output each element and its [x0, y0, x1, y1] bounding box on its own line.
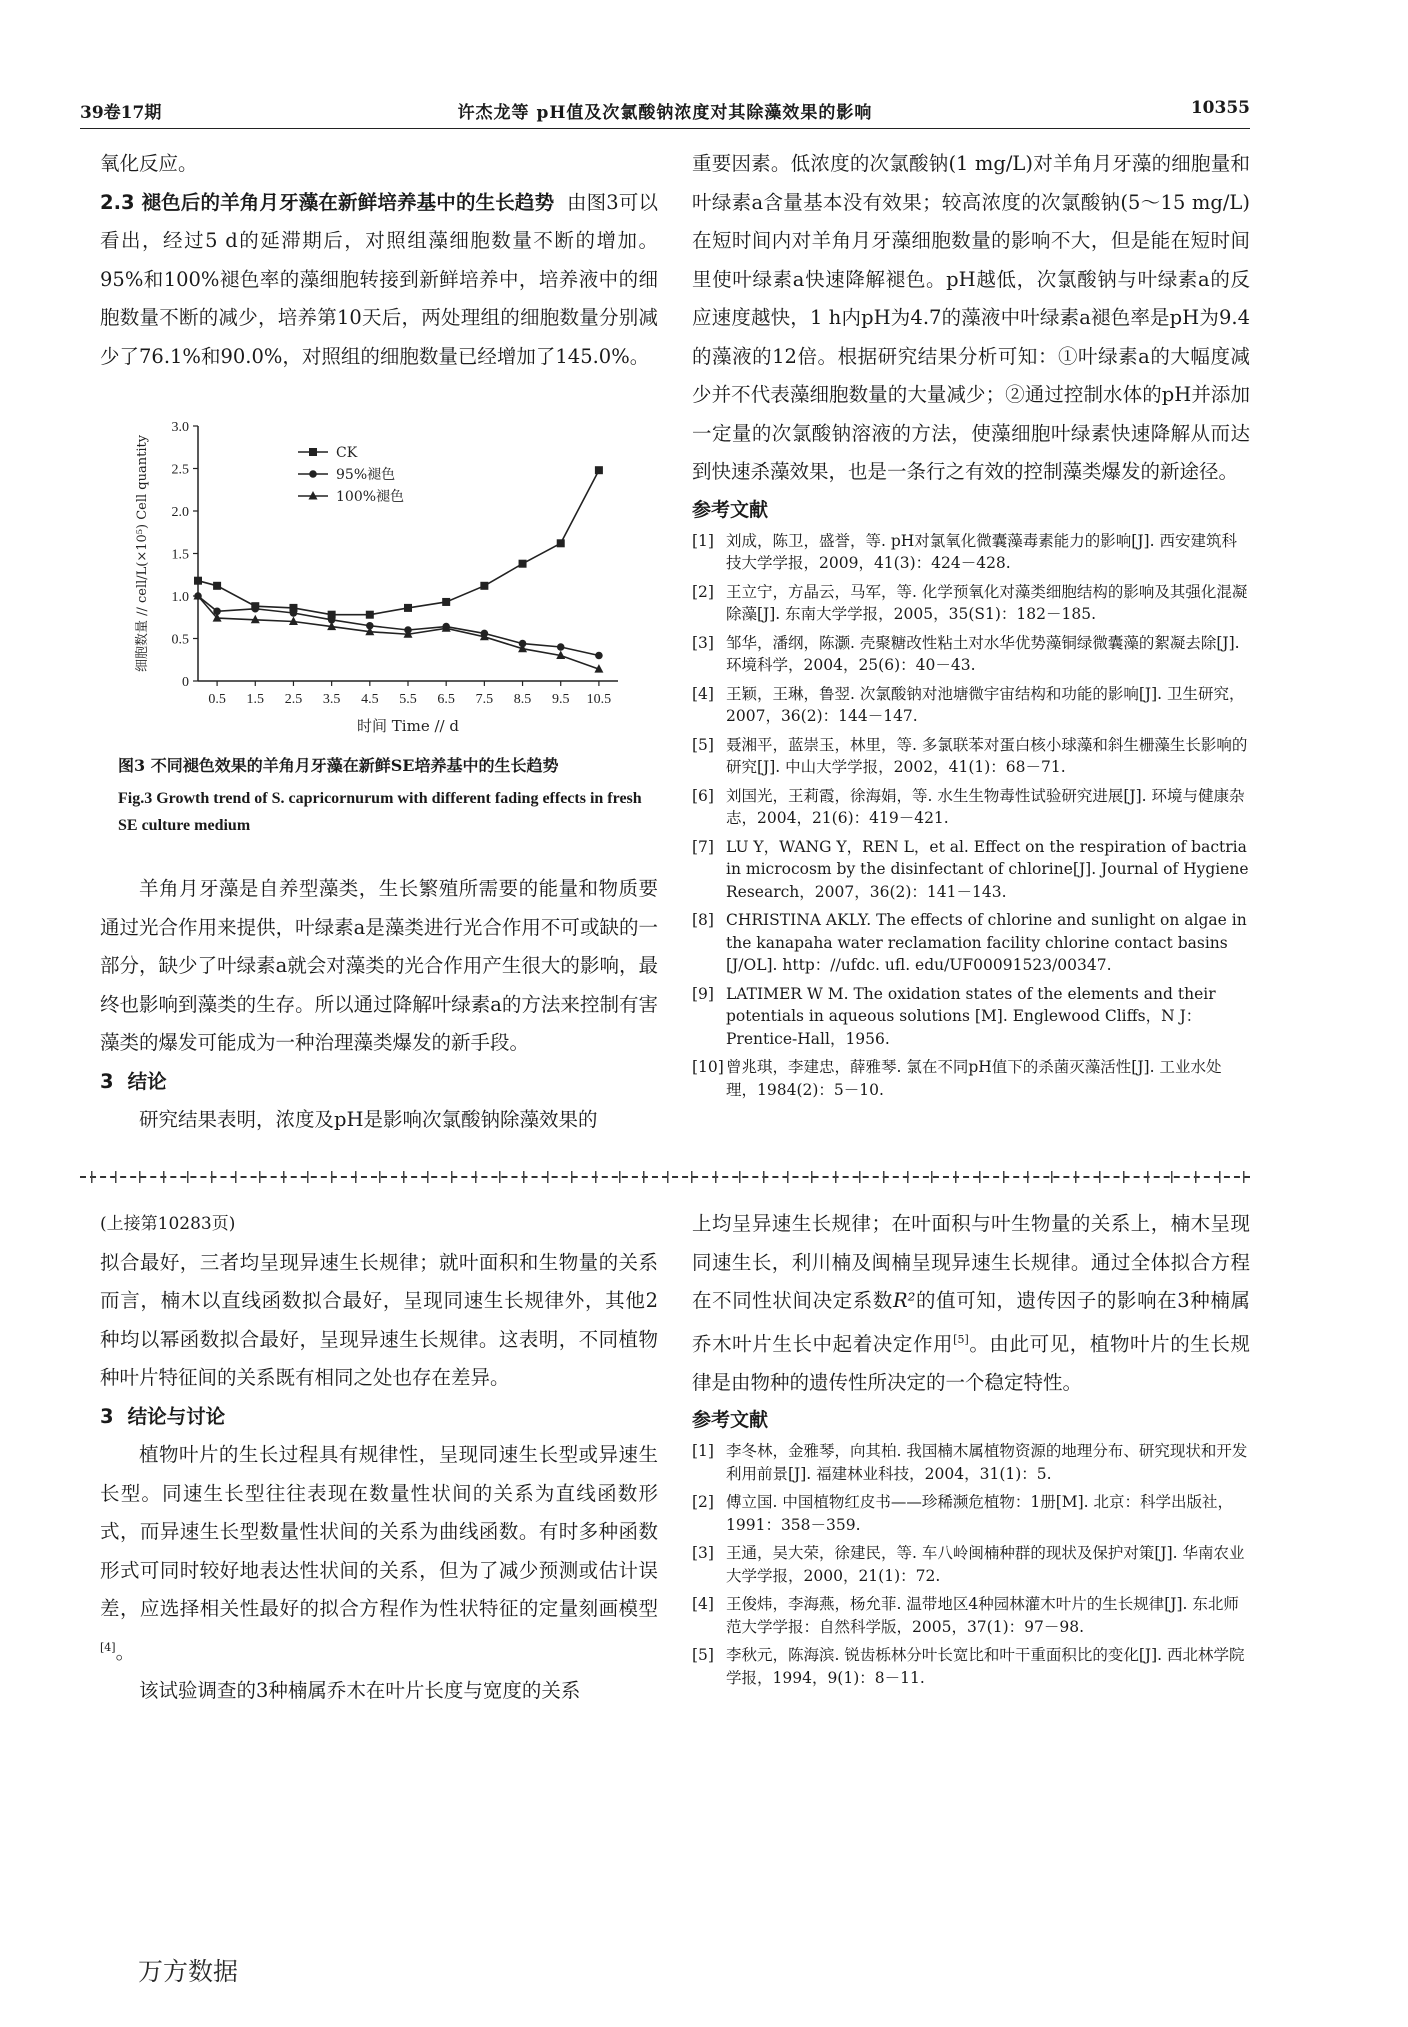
x-tick-label: 0.5 — [208, 692, 226, 707]
reference-item — [692, 1644, 1250, 1689]
reference-text: 刘成，陈卫，盛誉，等. pH对氯氧化微囊藻毒素能力的影响[J]. 西安建筑科技大学学报，2009，41(3)：424－428. — [726, 531, 1237, 572]
reference-item — [692, 1491, 1250, 1536]
x-tick-label: 10.5 — [586, 692, 612, 707]
section-3-heading: 3 结论与讨论 — [100, 1404, 226, 1428]
reference-item — [692, 785, 1250, 830]
legend-label: 100%褪色 — [336, 489, 405, 505]
reference-number: [5] — [692, 1646, 714, 1664]
reference-text: 曾兆琪，李建忠，薛雅琴. 氯在不同pH值下的杀菌灭藻活性[J]. 工业水处理，1984(2)：5－10. — [726, 1058, 1222, 1099]
reference-number: [8] — [692, 911, 714, 929]
reference-text: LU Y，WANG Y，REN L，et al. Effect on the respiration of bactria in microcosm by the disinfectant of chlorine[J]. Journal of Hygiene Research，2007，36(2)：141－143. — [726, 837, 1249, 901]
y-tick-label: 0 — [182, 675, 189, 690]
legend-marker — [309, 448, 317, 456]
reference-text: 王通，吴大荣，徐建民，等. 车八岭闽楠种群的现状及保护对策[J]. 华南农业大学学报，2000，21(1)：72. — [726, 1544, 1245, 1585]
page-number: 10355 — [1190, 98, 1250, 118]
reference-text: 李秋元，陈海滨. 锐齿栎林分叶长宽比和叶干重面积比的变化[J]. 西北林学院学报，1994，9(1)：8－11. — [726, 1646, 1245, 1687]
reference-number: [9] — [692, 984, 714, 1003]
upper-left-column — [100, 145, 658, 376]
reference-item — [692, 909, 1250, 977]
y-axis-label: 细胞数量 // cell/L(×10⁵) Cell quantity — [135, 434, 150, 673]
legend-label: CK — [336, 445, 358, 461]
reference-number: [4] — [692, 684, 714, 703]
data-point — [404, 604, 412, 612]
x-tick-label: 5.5 — [399, 692, 417, 707]
continued-from: (上接第10283页) — [100, 1214, 236, 1234]
x-tick-label: 6.5 — [437, 692, 455, 707]
figure-3-chart — [118, 418, 658, 738]
reference-item — [692, 734, 1250, 779]
section-body: 由图3可以看出，经过5 d的延滞期后，对照组藻细胞数量不断的增加。95%和100%褪色率的藻细胞转接到新鲜培养中，培养液中的细胞数量不断的减少，培养第10天后，两处理组的细胞数量分别减少了76.1%和90.0%，对照组的细胞数量已经增加了145.0%。 — [100, 190, 658, 368]
reference-item — [692, 632, 1250, 677]
reference-list — [692, 1440, 1250, 1689]
reference-number: [6] — [692, 786, 714, 805]
reference-text: 聂湘平，蓝崇玉，林里，等. 多氯联苯对蛋白核小球藻和斜生栅藻生长影响的研究[J]. 中山大学学报，2002，41(1)：68－71. — [726, 735, 1248, 776]
x-tick-label: 2.5 — [284, 692, 303, 707]
reference-item — [692, 836, 1250, 904]
header-rule — [80, 128, 1250, 129]
section-2-3 — [100, 184, 658, 377]
y-tick-label: 2.0 — [171, 505, 189, 520]
y-tick-label: 3.0 — [171, 420, 189, 435]
reference-text: 李冬林，金雅琴，向其柏. 我国楠木属植物资源的地理分布、研究现状和开发利用前景[J]. 福建林业科技，2004，31(1)：5. — [726, 1442, 1248, 1483]
legend-marker — [309, 470, 317, 478]
article-separator — [80, 1176, 1250, 1178]
y-tick-label: 0.5 — [171, 632, 189, 648]
reference-item — [692, 1542, 1250, 1587]
reference-text: LATIMER W M. The oxidation states of the elements and their potentials in aqueous solutions [M]. Englewood Cliffs，N J：Prentice-Hall，1956. — [726, 984, 1216, 1048]
lower-right-column — [692, 1205, 1250, 1695]
legend-label: 95%褪色 — [336, 467, 396, 483]
reference-item — [692, 1440, 1250, 1485]
x-tick-label: 7.5 — [475, 692, 494, 707]
x-tick-label: 8.5 — [513, 692, 532, 707]
running-head — [80, 98, 1250, 126]
data-point — [519, 560, 527, 568]
data-point — [595, 652, 603, 660]
reference-text: 傅立国. 中国植物红皮书——珍稀濒危植物：1册[M]. 北京：科学出版社，1991：358－359. — [726, 1493, 1234, 1534]
figure-caption-en: Fig.3 Growth trend of S. capricornurum with different fading effects in fresh SE culture medium — [118, 790, 642, 834]
reference-text: 王颖，王琳，鲁翌. 次氯酸钠对池塘微宇宙结构和功能的影响[J]. 卫生研究，2007，36(2)：144－147. — [726, 684, 1245, 725]
upper-right-column — [692, 145, 1250, 1107]
reference-number: [3] — [692, 633, 714, 652]
reference-text: 刘国光，王莉霞，徐海娟，等. 水生生物毒性试验研究进展[J]. 环境与健康杂志，2004，21(6)：419－421. — [726, 786, 1245, 827]
reference-number: [2] — [692, 582, 714, 601]
y-tick-label: 1.5 — [171, 547, 189, 563]
data-point — [480, 582, 488, 590]
x-tick-label: 1.5 — [246, 692, 265, 707]
reference-item — [692, 683, 1250, 728]
y-tick-label: 2.5 — [171, 462, 189, 478]
volume-issue: 39卷17期 — [80, 103, 162, 123]
references-heading: 参考文献 — [692, 498, 769, 521]
data-point — [557, 539, 565, 547]
paragraph: 拟合最好，三者均呈现异速生长规律；就叶面积和生物量的关系而言，楠木以直线函数拟合最好，呈现同速生长规律外，其他2种均以幂函数拟合最好，呈现异速生长规律。这表明，不同植物种叶片特征间的关系既有相同之处也存在差异。 — [100, 1250, 658, 1389]
reference-number: [1] — [692, 1442, 714, 1460]
reference-text: CHRISTINA AKLY. The effects of chlorine and sunlight on algae in the kanapaha water reclamation facility chlorine contact basins [J/OL]. http：//ufdc. ufl. edu/UF00091523/00347. — [726, 911, 1247, 974]
references-heading: 参考文献 — [692, 1409, 769, 1431]
figure-caption — [118, 752, 658, 839]
lower-left-column — [100, 1205, 658, 1710]
reference-item — [692, 530, 1250, 575]
citation: [4] — [100, 1640, 116, 1654]
paragraph: 氧化反应。 — [100, 152, 198, 175]
data-point — [595, 466, 603, 474]
data-point — [213, 582, 221, 590]
x-axis-label: 时间 Time // d — [357, 717, 459, 735]
reference-text: 邹华，潘纲，陈灏. 壳聚糖改性粘土对水华优势藻铜绿微囊藻的絮凝去除[J]. 环境科学，2004，25(6)：40－43. — [726, 633, 1240, 674]
reference-item — [692, 983, 1250, 1051]
data-point — [366, 611, 374, 619]
paragraph: 重要因素。低浓度的次氯酸钠(1 mg/L)对羊角月牙藻的细胞量和叶绿素a含量基本没有效果；较高浓度的次氯酸钠(5～15 mg/L)在短时间内对羊角月牙藻细胞数量的影响不大，但是能在短时间里使叶绿素a快速降解褪色。pH越低，次氯酸钠与叶绿素a的反应速度越快，1 h内pH为4.7的藻液中叶绿素a褪色率是pH为9.4的藻液的12倍。根据研究结果分析可知：①叶绿素a的大幅度减少并不代表藻细胞数量的大量减少；②通过控制水体的pH并添加一定量的次氯酸钠溶液的方法，使藻细胞叶绿素快速降解从而达到快速杀藻效果，也是一条行之有效的控制藻类爆发的新途径。 — [692, 152, 1250, 483]
reference-item — [692, 581, 1250, 626]
reference-list — [692, 530, 1250, 1102]
reference-number: [4] — [692, 1595, 714, 1613]
x-tick-label: 9.5 — [551, 692, 570, 707]
x-tick-label: 3.5 — [322, 692, 341, 707]
reference-item — [692, 1056, 1250, 1101]
section-3-heading: 3 结论 — [100, 1069, 167, 1093]
article-title: 许杰龙等 pH值及次氯酸钠浓度对其除藻效果的影响 — [457, 103, 873, 123]
upper-left-column-lower — [100, 870, 658, 1140]
data-point — [290, 609, 298, 617]
reference-number: [3] — [692, 1544, 714, 1562]
paragraph: 该试验调查的3种楠属乔木在叶片长度与宽度的关系 — [139, 1678, 581, 1702]
reference-text: 王俊炜，李海燕，杨允菲. 温带地区4种园林灌木叶片的生长规律[J]. 东北师范大学学报：自然科学版，2005，37(1)：97－98. — [726, 1595, 1239, 1636]
reference-number: [10] — [692, 1058, 724, 1076]
data-point — [194, 577, 202, 585]
paragraph: 羊角月牙藻是自养型藻类，生长繁殖所需要的能量和物质要通过光合作用来提供，叶绿素a是藻类进行光合作用不可或缺的一部分，缺少了叶绿素a就会对藻类的光合作用产生很大的影响，最终也影响到藻类的生存。所以通过降解叶绿素a的方法来控制有害藻类的爆发可能成为一种治理藻类爆发的新手段。 — [100, 877, 658, 1054]
r-squared-symbol: R² — [892, 1289, 916, 1312]
data-point — [251, 605, 259, 613]
paragraph: 研究结果表明，浓度及pH是影响次氯酸钠除藻效果的 — [139, 1108, 598, 1131]
paragraph: 上均呈异速生长规律；在叶面积与叶生物量的关系上，楠木呈现同速生长，利川楠及闽楠呈现异速生长规律。通过全体拟合方程在不同性状间决定系数R²的值可知，遗传因子的影响在3种楠属乔木叶片生长中起着决定作用[5]。由此可见，植物叶片的生长规律是由物种的遗传性所决定的一个稳定特性。 — [692, 1212, 1250, 1394]
figure-caption-zh: 图3 不同褪色效果的羊角月牙藻在新鲜SE培养基中的生长趋势 — [118, 756, 559, 775]
reference-number: [2] — [692, 1493, 714, 1511]
reference-number: [7] — [692, 837, 714, 856]
y-tick-label: 1.0 — [171, 590, 189, 605]
reference-item — [692, 1593, 1250, 1638]
data-point — [442, 598, 450, 606]
section-heading: 2.3 褪色后的羊角月牙藻在新鲜培养基中的生长趋势 — [100, 190, 555, 214]
reference-number: [5] — [692, 735, 714, 754]
x-tick-label: 4.5 — [361, 692, 379, 707]
wanfang-watermark: 万方数据 — [138, 1957, 239, 1986]
data-point — [557, 643, 565, 651]
reference-text: 王立宁，方晶云，马军，等. 化学预氧化对藻类细胞结构的影响及其强化混凝除藻[J]. 东南大学学报，2005，35(S1)：182－185. — [726, 582, 1248, 623]
reference-number: [1] — [692, 531, 714, 550]
paragraph: 植物叶片的生长过程具有规律性，呈现同速生长型或异速生长型。同速生长型往往表现在数量性状间的关系为直线函数形式，而异速生长型数量性状间的关系为曲线函数。有时多种函数形式可同时较好地表达性状间的关系，但为了减少预测或估计误差，应选择相关性最好的拟合方程作为性状特征的定量刻画模型[4]。 — [100, 1443, 658, 1663]
citation: [5] — [953, 1332, 969, 1346]
